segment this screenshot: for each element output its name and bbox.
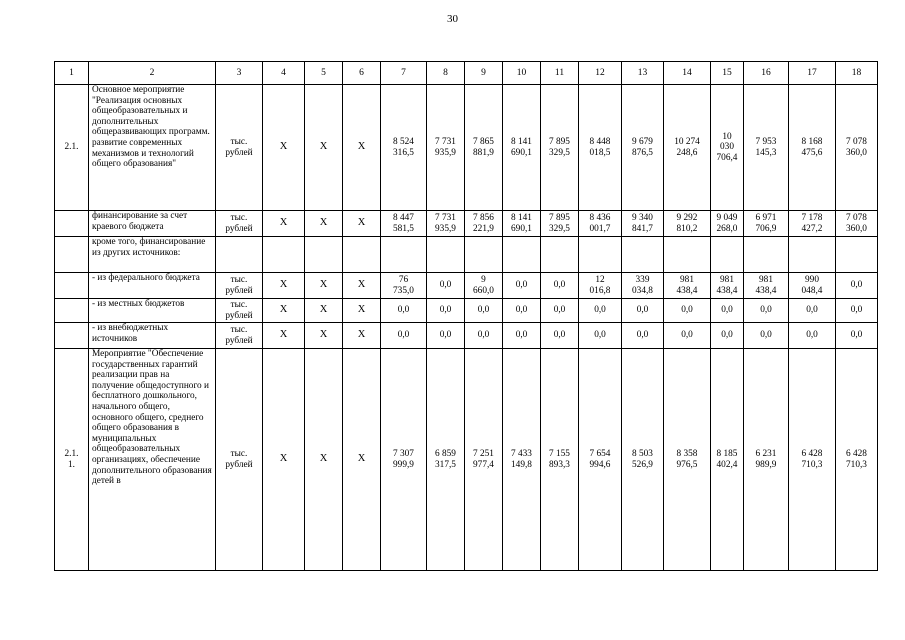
row-unit-cell	[216, 211, 263, 237]
value-cell	[711, 273, 744, 299]
col4-cell	[263, 273, 305, 299]
value-cell	[381, 273, 427, 299]
col6-cell-text: X	[357, 279, 366, 291]
value-cell	[836, 273, 878, 299]
value-cell	[744, 85, 789, 211]
col4-cell	[263, 237, 305, 273]
value-cell	[622, 323, 664, 349]
value-cell-text: 7 895 329,5	[549, 212, 570, 234]
header-row	[55, 62, 878, 85]
value-cell	[744, 323, 789, 349]
col6-cell-text: X	[357, 217, 366, 229]
value-cell	[503, 323, 541, 349]
value-cell	[541, 299, 579, 323]
value-cell-text: 6 231 989,9	[755, 448, 777, 470]
col6-cell	[343, 237, 381, 273]
row-name-cell	[89, 211, 216, 237]
header-cell: 5	[305, 62, 343, 85]
value-cell	[503, 273, 541, 299]
value-cell	[381, 299, 427, 323]
value-cell-text: 8 358 976,5	[676, 448, 698, 470]
value-cell	[465, 237, 503, 273]
row-code-cell	[55, 299, 89, 323]
row-code-cell	[55, 211, 89, 237]
table-row	[55, 323, 878, 349]
value-cell	[789, 85, 836, 211]
value-cell-text: 0,0	[636, 305, 649, 316]
row-unit-cell	[216, 299, 263, 323]
col4-cell-text: X	[279, 304, 288, 316]
value-cell	[579, 237, 622, 273]
value-cell	[541, 85, 579, 211]
page-number: 30	[447, 13, 458, 25]
col4-cell-text: X	[279, 279, 288, 291]
value-cell-text: 7 078 360,0	[846, 212, 867, 234]
value-cell-text: 8 436 001,7	[589, 212, 611, 234]
value-cell	[622, 211, 664, 237]
value-cell	[427, 211, 465, 237]
header-cell: 1	[55, 62, 89, 85]
value-cell-text: 8 447 581,5	[393, 212, 414, 234]
value-cell-text: 0,0	[515, 330, 528, 341]
value-cell	[541, 211, 579, 237]
col5-cell-text: X	[319, 329, 328, 341]
row-unit-cell-text: тыс. рублей	[225, 136, 253, 158]
header-cell: 12	[579, 62, 622, 85]
header-cell: 2	[89, 62, 216, 85]
value-cell	[465, 273, 503, 299]
value-cell-text: 0,0	[477, 330, 490, 341]
row-unit-cell	[216, 323, 263, 349]
table-row	[55, 299, 878, 323]
value-cell-text: 0,0	[806, 330, 818, 341]
value-cell	[789, 237, 836, 273]
value-cell-text: 0,0	[806, 305, 818, 316]
value-cell-text: 6 971 706,9	[755, 212, 777, 234]
row-code-cell	[55, 85, 89, 211]
value-cell-text: 6 859 317,5	[435, 448, 456, 470]
value-cell	[465, 211, 503, 237]
header-cell: 6	[343, 62, 381, 85]
value-cell	[789, 211, 836, 237]
value-cell-text: 12 016,8	[589, 274, 611, 296]
col6-cell	[343, 323, 381, 349]
value-cell	[622, 349, 664, 571]
value-cell-text: 0,0	[515, 280, 528, 291]
row-name-cell	[89, 299, 216, 323]
value-cell	[744, 237, 789, 273]
value-cell-text: 0,0	[594, 330, 606, 341]
value-cell-text: 0,0	[439, 330, 452, 341]
value-cell-text: 0,0	[553, 280, 566, 291]
value-cell-text: 0,0	[681, 330, 693, 341]
value-cell	[836, 349, 878, 571]
value-cell-text: 981 438,4	[676, 274, 698, 296]
value-cell-text: 8 141 690,1	[511, 136, 532, 158]
value-cell-text: 0,0	[397, 305, 410, 316]
row-unit-cell	[216, 349, 263, 571]
value-cell	[381, 211, 427, 237]
col6-cell-text: X	[357, 304, 366, 316]
row-code-cell	[55, 349, 89, 571]
row-code-cell-text: 2.1.	[64, 142, 79, 153]
col5-cell	[305, 211, 343, 237]
col4-cell-text: X	[279, 217, 288, 229]
value-cell	[836, 323, 878, 349]
value-cell	[427, 299, 465, 323]
col4-cell	[263, 211, 305, 237]
value-cell	[836, 211, 878, 237]
value-cell-text: 6 428 710,3	[846, 448, 867, 470]
value-cell	[622, 299, 664, 323]
value-cell-text: 0,0	[515, 305, 528, 316]
header-cell: 4	[263, 62, 305, 85]
col4-cell	[263, 85, 305, 211]
value-cell	[836, 85, 878, 211]
header-cell: 9	[465, 62, 503, 85]
value-cell	[541, 273, 579, 299]
value-cell-text: 7 865 881,9	[473, 136, 494, 158]
col5-cell-text: X	[319, 453, 328, 465]
row-unit-cell-text: тыс. рублей	[225, 299, 253, 321]
value-cell	[427, 237, 465, 273]
value-cell-text: 0,0	[721, 330, 733, 341]
col6-cell-text: X	[357, 453, 366, 465]
value-cell-text: 0,0	[760, 330, 772, 341]
col4-cell-text: X	[279, 329, 288, 341]
value-cell	[664, 85, 711, 211]
value-cell-text: 7 856 221,9	[473, 212, 494, 234]
value-cell	[503, 85, 541, 211]
value-cell	[465, 323, 503, 349]
value-cell	[503, 349, 541, 571]
value-cell	[744, 349, 789, 571]
row-name-cell	[89, 237, 216, 273]
value-cell-text: 9 660,0	[473, 274, 494, 296]
value-cell	[427, 85, 465, 211]
col6-cell-text: X	[357, 329, 366, 341]
row-name-cell-text: - из федерального бюджета	[92, 273, 200, 283]
value-cell	[381, 323, 427, 349]
value-cell	[381, 349, 427, 571]
row-unit-cell-text: тыс. рублей	[225, 212, 253, 234]
value-cell-text: 0,0	[553, 330, 566, 341]
value-cell	[541, 349, 579, 571]
row-unit-cell	[216, 85, 263, 211]
table-row	[55, 211, 878, 237]
value-cell-text: 8 185 402,4	[716, 448, 738, 470]
value-cell-text: 0,0	[760, 305, 772, 316]
value-cell	[711, 349, 744, 571]
value-cell-text: 0,0	[439, 280, 452, 291]
value-cell	[465, 85, 503, 211]
value-cell-text: 7 953 145,3	[755, 136, 777, 158]
value-cell-text: 0,0	[721, 305, 733, 316]
col6-cell	[343, 85, 381, 211]
value-cell	[427, 273, 465, 299]
value-cell	[711, 237, 744, 273]
value-cell	[465, 349, 503, 571]
header-cell: 8	[427, 62, 465, 85]
value-cell	[579, 323, 622, 349]
col4-cell-text: X	[279, 453, 288, 465]
row-unit-cell	[216, 273, 263, 299]
row-name-cell	[89, 349, 216, 571]
row-name-cell-text: - из внебюджетных источников	[92, 323, 169, 344]
col6-cell	[343, 273, 381, 299]
value-cell-text: 7 433 149,8	[511, 448, 532, 470]
row-unit-cell-text: тыс. рублей	[225, 324, 253, 346]
col6-cell	[343, 211, 381, 237]
value-cell-text: 8 168 475,6	[801, 136, 823, 158]
header-cell: 7	[381, 62, 427, 85]
col4-cell	[263, 299, 305, 323]
value-cell	[744, 299, 789, 323]
col5-cell	[305, 273, 343, 299]
row-unit-cell-text: тыс. рублей	[225, 274, 253, 296]
header-cell: 14	[664, 62, 711, 85]
value-cell	[664, 237, 711, 273]
value-cell	[711, 323, 744, 349]
value-cell	[541, 237, 579, 273]
value-cell	[836, 299, 878, 323]
value-cell	[381, 237, 427, 273]
value-cell-text: 7 078 360,0	[846, 136, 867, 158]
value-cell-text: 8 141 690,1	[511, 212, 532, 234]
row-code-cell	[55, 237, 89, 273]
row-name-cell-text: Мероприятие "Обеспечение государственных гарантий реализации прав на получение общедоступного и бесплатного дошкольного, начального общего, основного общего, среднего общего образования в муниципальных общеобразовательных организациях, обеспечение дополнительного образования детей в	[92, 349, 212, 487]
value-cell	[744, 211, 789, 237]
value-cell-text: 8 448 018,5	[589, 136, 611, 158]
value-cell	[664, 349, 711, 571]
value-cell-text: 9 679 876,5	[632, 136, 653, 158]
value-cell	[622, 237, 664, 273]
value-cell	[664, 273, 711, 299]
row-name-cell	[89, 323, 216, 349]
value-cell-text: 0,0	[850, 330, 863, 341]
value-cell	[465, 299, 503, 323]
row-name-cell-text: финансирование за счет краевого бюджета	[92, 211, 188, 232]
value-cell	[744, 273, 789, 299]
value-cell-text: 0,0	[477, 305, 490, 316]
value-cell	[427, 323, 465, 349]
value-cell-text: 10 030 706,4	[716, 131, 738, 163]
header-cell: 17	[789, 62, 836, 85]
value-cell-text: 9 292 810,2	[676, 212, 698, 234]
value-cell-text: 339 034,8	[632, 274, 653, 296]
value-cell-text: 7 178 427,2	[801, 212, 823, 234]
row-code-cell-text: 2.1. 1.	[64, 448, 79, 470]
row-name-cell	[89, 273, 216, 299]
col5-cell-text: X	[319, 304, 328, 316]
value-cell	[579, 299, 622, 323]
value-cell	[503, 299, 541, 323]
col5-cell-text: X	[319, 279, 328, 291]
value-cell-text: 7 155 893,3	[549, 448, 570, 470]
value-cell	[789, 349, 836, 571]
value-cell	[503, 211, 541, 237]
budget-table	[54, 61, 878, 571]
value-cell	[789, 299, 836, 323]
value-cell	[381, 85, 427, 211]
row-name-cell-text: - из местных бюджетов	[92, 299, 185, 309]
table-row	[55, 273, 878, 299]
value-cell-text: 7 731 935,9	[435, 136, 456, 158]
value-cell	[579, 211, 622, 237]
header-cell: 15	[711, 62, 744, 85]
value-cell-text: 990 048,4	[801, 274, 823, 296]
row-unit-cell-text: тыс. рублей	[225, 448, 253, 470]
col6-cell-text: X	[357, 141, 366, 153]
value-cell-text: 0,0	[594, 305, 606, 316]
value-cell	[579, 273, 622, 299]
table-row	[55, 85, 878, 211]
value-cell	[664, 323, 711, 349]
value-cell-text: 0,0	[397, 330, 410, 341]
col5-cell	[305, 237, 343, 273]
value-cell	[711, 85, 744, 211]
value-cell	[622, 273, 664, 299]
value-cell-text: 0,0	[636, 330, 649, 341]
value-cell	[579, 85, 622, 211]
header-cell: 13	[622, 62, 664, 85]
value-cell-text: 6 428 710,3	[801, 448, 823, 470]
table-row	[55, 237, 878, 273]
row-name-cell-text: Основное мероприятие "Реализация основных общеобразовательных и дополнительных общеразвивающих программ. развитие современных механизмов и технологий общего образования"	[92, 85, 210, 170]
col4-cell-text: X	[279, 141, 288, 153]
value-cell-text: 0,0	[850, 280, 863, 291]
value-cell-text: 9 049 268,0	[716, 212, 738, 234]
value-cell	[427, 349, 465, 571]
value-cell-text: 7 307 999,9	[393, 448, 414, 470]
row-name-cell	[89, 85, 216, 211]
value-cell-text: 9 340 841,7	[632, 212, 653, 234]
col5-cell	[305, 299, 343, 323]
value-cell-text: 0,0	[439, 305, 452, 316]
row-code-cell	[55, 273, 89, 299]
row-name-cell-text: кроме того, финансирование из других источников:	[92, 237, 206, 258]
value-cell	[664, 211, 711, 237]
value-cell	[711, 299, 744, 323]
value-cell	[503, 237, 541, 273]
col4-cell	[263, 323, 305, 349]
value-cell-text: 0,0	[681, 305, 693, 316]
col5-cell	[305, 349, 343, 571]
row-code-cell	[55, 323, 89, 349]
col5-cell	[305, 323, 343, 349]
value-cell	[711, 211, 744, 237]
value-cell	[541, 323, 579, 349]
value-cell-text: 7 731 935,9	[435, 212, 456, 234]
value-cell-text: 10 274 248,6	[674, 136, 700, 158]
value-cell-text: 76 735,0	[393, 274, 414, 296]
value-cell-text: 981 438,4	[755, 274, 777, 296]
value-cell-text: 0,0	[850, 305, 863, 316]
row-unit-cell	[216, 237, 263, 273]
table-row	[55, 349, 878, 571]
value-cell-text: 8 524 316,5	[393, 136, 414, 158]
value-cell-text: 7 895 329,5	[549, 136, 570, 158]
col4-cell	[263, 349, 305, 571]
col6-cell	[343, 299, 381, 323]
value-cell	[622, 85, 664, 211]
value-cell	[789, 323, 836, 349]
value-cell	[789, 273, 836, 299]
header-cell: 16	[744, 62, 789, 85]
col5-cell-text: X	[319, 141, 328, 153]
header-cell: 3	[216, 62, 263, 85]
col6-cell	[343, 349, 381, 571]
value-cell-text: 7 251 977,4	[473, 448, 494, 470]
header-cell: 18	[836, 62, 878, 85]
header-cell: 11	[541, 62, 579, 85]
header-cell: 10	[503, 62, 541, 85]
value-cell	[836, 237, 878, 273]
value-cell	[664, 299, 711, 323]
col5-cell-text: X	[319, 217, 328, 229]
value-cell-text: 981 438,4	[716, 274, 738, 296]
col5-cell	[305, 85, 343, 211]
value-cell-text: 7 654 994,6	[589, 448, 611, 470]
value-cell	[579, 349, 622, 571]
value-cell-text: 8 503 526,9	[632, 448, 653, 470]
value-cell-text: 0,0	[553, 305, 566, 316]
